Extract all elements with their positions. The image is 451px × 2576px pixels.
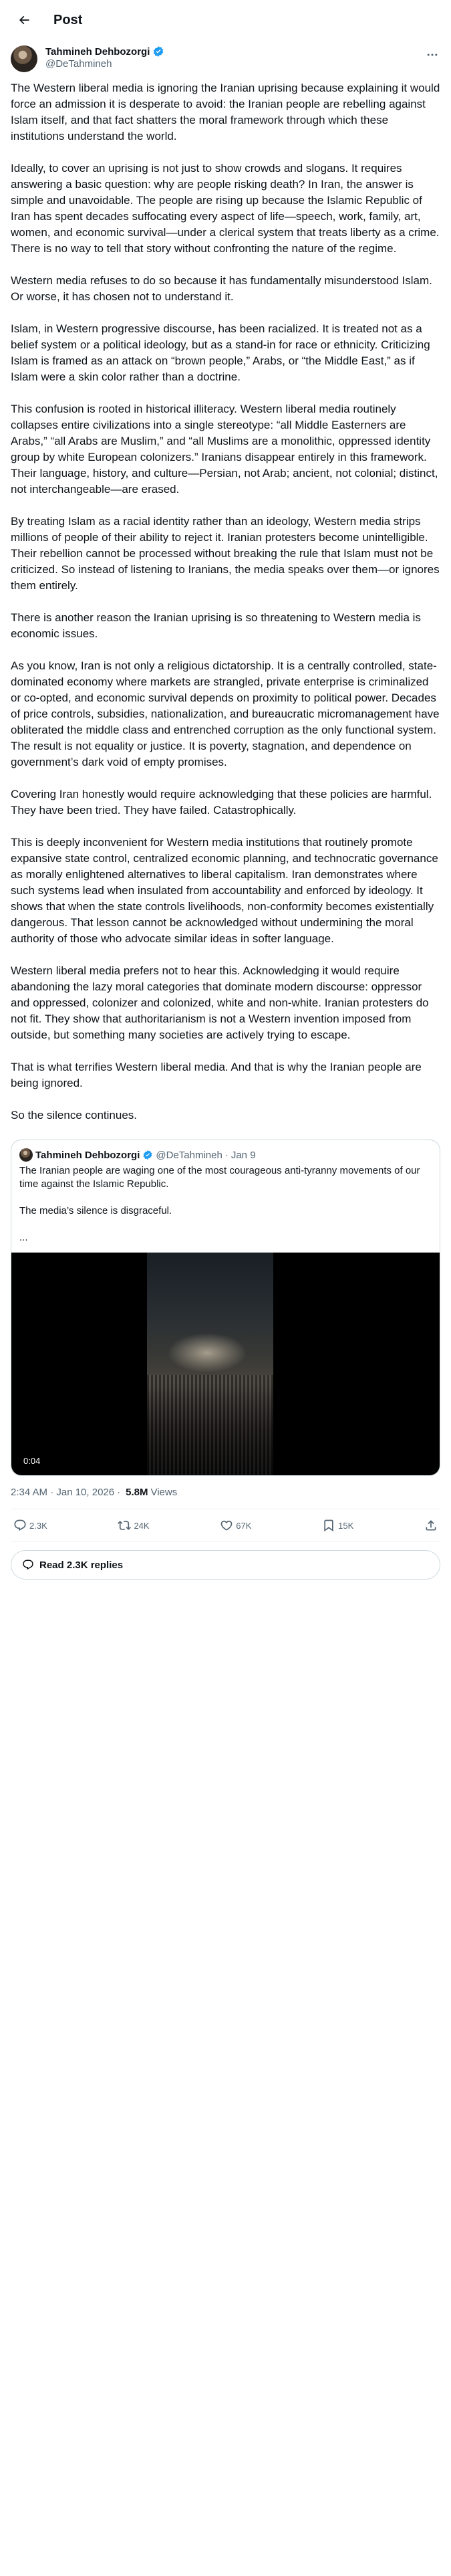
arrow-left-icon xyxy=(17,13,31,27)
repost-icon xyxy=(118,1519,131,1532)
quoted-post-text xyxy=(11,1162,440,1253)
paragraph: That is what terrifies Western liberal media. And that is why the Iranian people are being ignored. xyxy=(11,1061,422,1089)
video-player[interactable] xyxy=(11,1253,440,1475)
verified-badge-icon xyxy=(152,45,164,58)
post-timestamp[interactable]: 2:34 AM · Jan 10, 2026 xyxy=(11,1487,115,1498)
separator-dot: · xyxy=(117,1487,121,1498)
action-bar xyxy=(0,1509,451,1541)
views-label: Views xyxy=(150,1487,178,1498)
paragraph: Covering Iran honestly would require acknowledging that these policies are harmful. They have been tried. They have failed. Catastrophically. xyxy=(11,788,432,817)
divider xyxy=(11,1541,440,1542)
quoted-post-header xyxy=(11,1140,440,1162)
post-text xyxy=(0,72,451,1123)
paragraph: Ideally, to cover an uprising is not just to show crowds and slogans. It requires answering a basic question: why are people risking death? In Iran, the answer is simple and unavoidable. The people are rising up because the Islamic Republic of Iran has spent decades suffocating every aspect of life—speech, work, family, art, women, and economic survival—under a clerical system that treats liberty as a crime. There is no way to tell that story without confronting the nature of the regime. xyxy=(11,162,440,255)
quoted-ellipsis: ... xyxy=(19,1232,28,1243)
bookmark-icon xyxy=(322,1519,335,1532)
paragraph: Western liberal media prefers not to hear this. Acknowledging it would require abandoning the lazy moral categories that dominate modern discourse: oppressor and oppressed, colonizer and colonized, white and non-white. Iranian protesters do not fit. They show that authoritarianism is not a Western invention imposed from outside, but something many societies are actively trying to escape. xyxy=(11,964,429,1041)
reply-button[interactable] xyxy=(13,1519,47,1532)
paragraph: This confusion is rooted in historical illiteracy. Western liberal media routinely collapses entire civilizations into a single stereotype: “all Middle Easterners are Arabs,” “all Arabs are Muslim,” and “all Muslims are a monolithic, oppressed identity group by white European colonizers.” Iranians disappear entirely in this framework. Their language, history, and culture—Persian, not Arab; ancient, not colonial; distinct, not interchangeable—are erased. xyxy=(11,403,438,496)
back-button[interactable] xyxy=(11,7,37,33)
paragraph: Western media refuses to do so because it has fundamentally misunderstood Islam. Or worse, it has chosen not to understand it. xyxy=(11,274,432,303)
video-light-glow xyxy=(167,1333,247,1373)
share-button[interactable] xyxy=(424,1519,438,1532)
paragraph: So the silence continues. xyxy=(11,1109,138,1121)
author-row xyxy=(0,40,451,72)
bookmark-count: 15K xyxy=(338,1520,354,1531)
author-info xyxy=(45,45,164,70)
author-name-line xyxy=(45,45,164,58)
avatar[interactable] xyxy=(11,45,37,72)
repost-button[interactable] xyxy=(118,1519,149,1532)
share-icon xyxy=(424,1519,438,1532)
paragraph: By treating Islam as a racial identity rather than an ideology, Western media strips millions of people of their ability to reject it. Iranian protesters become unintelligible. Their rebellion cannot be processed without breaking the rule that Islam must not be criticized. So instead of listening to Iranians, the media speaks over them—or ignores them entirely. xyxy=(11,515,440,592)
views-count: 5.8M xyxy=(126,1487,148,1498)
paragraph: There is another reason the Iranian uprising is so threatening to Western media is economic issues. xyxy=(11,611,421,640)
paragraph: The Western liberal media is ignoring the Iranian uprising because explaining it would force an admission it is desperate to avoid: the Iranian people are rebelling against Islam itself, and that fact shatters the moral framework through which these institutions understand the world. xyxy=(11,82,440,142)
read-replies-label: Read 2.3K replies xyxy=(39,1559,124,1571)
author-name[interactable]: Tahmineh Dehbozorgi xyxy=(45,45,150,58)
top-bar xyxy=(0,0,451,40)
quoted-post[interactable] xyxy=(11,1140,440,1476)
paragraph: As you know, Iran is not only a religious dictatorship. It is a centrally controlled, state-dominated economy where markets are strangled, private enterprise is criminalized or co-opted, and economic survival depends on proximity to political power. Decades of price controls, subsidies, nationalization, and bureaucratic micromanagement have obliterated the middle class and entrenched corruption as the only functional system. The result is not equality or justice. It is poverty, stagnation, and dependence on government’s dark void of empty promises. xyxy=(11,659,440,768)
quoted-author-name: Tahmineh Dehbozorgi xyxy=(35,1149,140,1161)
quoted-avatar xyxy=(19,1148,33,1162)
reply-icon xyxy=(13,1519,27,1532)
read-replies-button[interactable] xyxy=(11,1550,440,1580)
bookmark-button[interactable] xyxy=(322,1519,353,1532)
quoted-paragraph: The Iranian people are waging one of the most courageous anti-tyranny movements of our time against the Islamic Republic. xyxy=(19,1165,420,1190)
video-crowd xyxy=(147,1375,273,1475)
separator-dot: · xyxy=(224,1149,229,1161)
quoted-author-handle: @DeTahmineh xyxy=(156,1149,222,1161)
paragraph: Islam, in Western progressive discourse, has been racialized. It is treated not as a belief system or a political ideology, but as a stand-in for race or ethnicity. Criticizing Islam is framed as an attack on “brown people,” Arabs, or “the Middle East,” as if Islam were a skin color rather than a doctrine. xyxy=(11,322,430,383)
reply-icon xyxy=(22,1559,34,1571)
quoted-date: Jan 9 xyxy=(231,1149,256,1161)
author-handle[interactable]: @DeTahmineh xyxy=(45,58,112,70)
repost-count: 24K xyxy=(134,1520,150,1531)
more-horizontal-icon xyxy=(426,48,439,62)
video-duration: 0:04 xyxy=(19,1455,44,1467)
like-button[interactable] xyxy=(220,1519,251,1532)
heart-icon xyxy=(220,1519,233,1532)
like-count: 67K xyxy=(236,1520,252,1531)
verified-badge-icon xyxy=(142,1150,153,1160)
video-thumbnail xyxy=(147,1253,273,1475)
paragraph: This is deeply inconvenient for Western media institutions that routinely promote expansive state control, centralized economic planning, and technocratic governance as morally enlightened alternatives to liberal capitalism. Iran demonstrates where such systems lead when insulated from accountability and enforced by ideology. It shows that when the state controls livelihoods, non-conformity becomes existentially dangerous. That lesson cannot be acknowledged without undermining the moral authority of those who advocate similar ideas in softer language. xyxy=(11,836,438,945)
page-title: Post xyxy=(53,12,83,27)
more-options-button[interactable] xyxy=(424,48,440,62)
post-meta xyxy=(0,1476,451,1509)
quoted-paragraph: The media’s silence is disgraceful. xyxy=(19,1205,172,1216)
reply-count: 2.3K xyxy=(29,1520,47,1531)
